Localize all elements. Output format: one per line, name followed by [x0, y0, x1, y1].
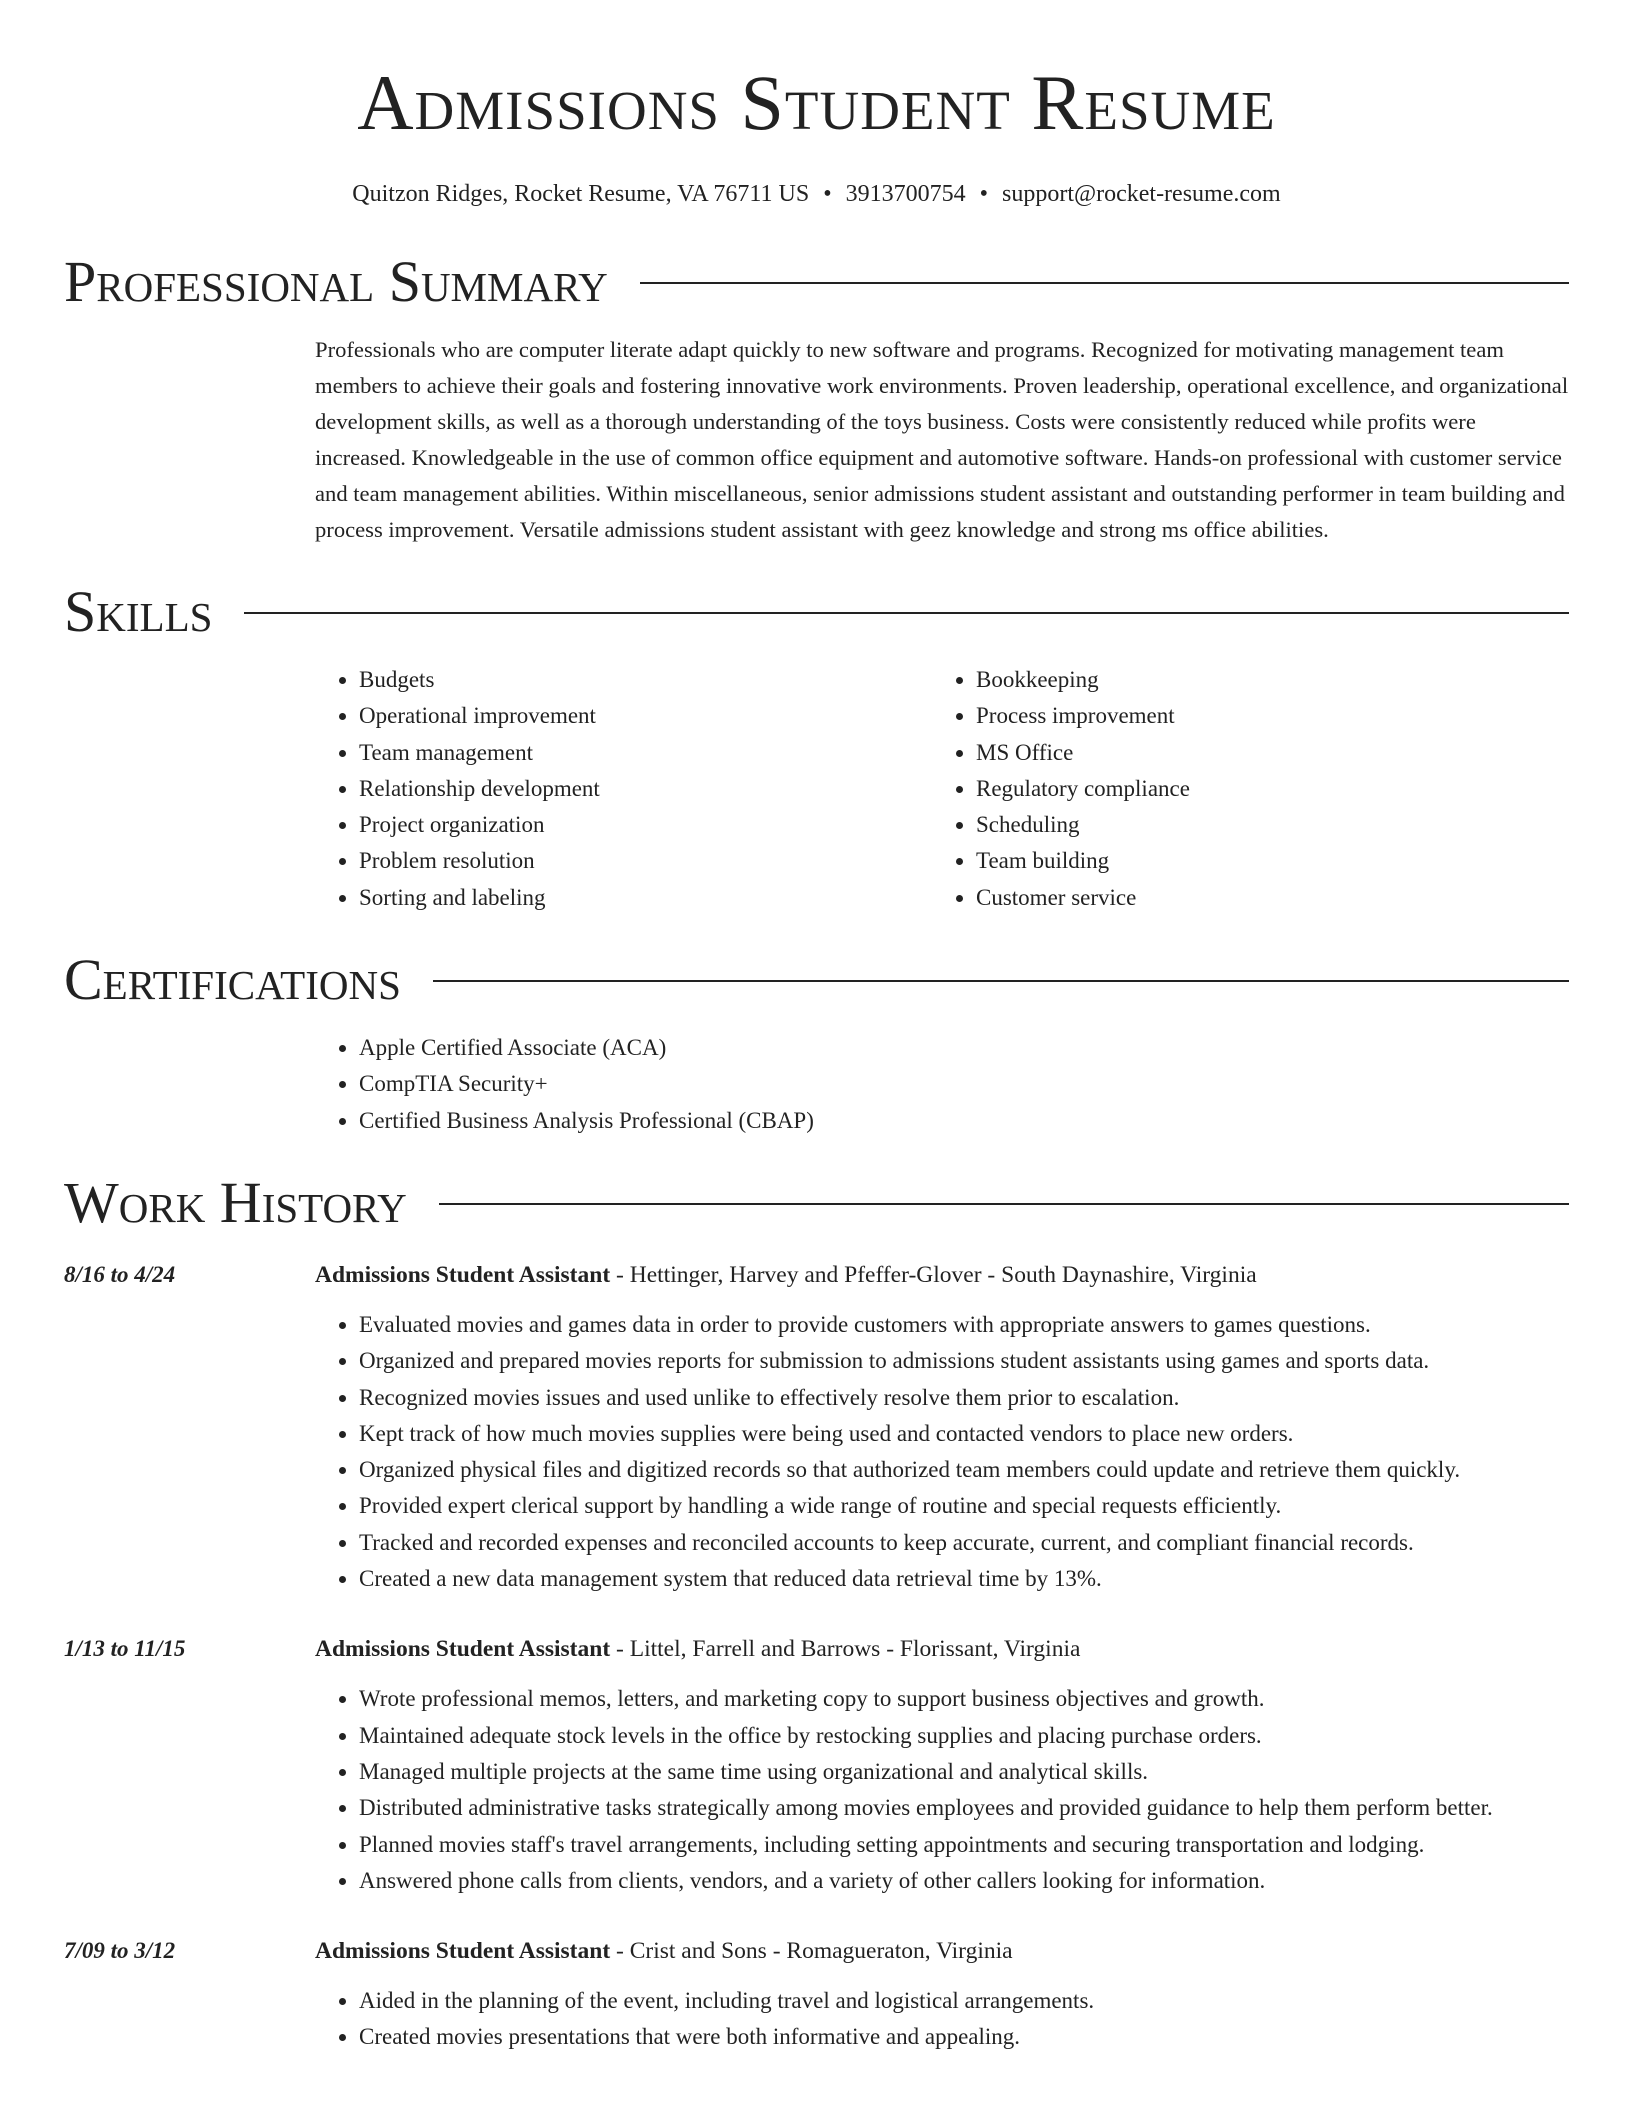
job-employer-location: - Crist and Sons - Romagueraton, Virginia: [610, 1938, 1013, 1965]
job-dates: 7/09 to 3/12: [64, 1938, 176, 1964]
job-role: Admissions Student Assistant: [315, 1261, 611, 1288]
certifications-section-header: [64, 947, 1569, 1013]
skill-item: • Customer service: [976, 880, 1549, 916]
skill-item: • Relationship development: [359, 771, 932, 807]
skill-item: • Team building: [976, 843, 1549, 879]
job-dates: 1/13 to 11/15: [64, 1636, 186, 1662]
certification-item: • Apple Certified Associate (ACA): [359, 1030, 1569, 1066]
skill-item: • Team management: [359, 735, 932, 771]
resume-title: Admissions Student Resume: [357, 59, 1276, 146]
job-bullet: • Kept track of how much movies supplies were being used and contacted vendors to place new orders.: [359, 1416, 1569, 1452]
section-divider: [433, 980, 1569, 982]
contact-phone: 3913700754: [845, 181, 966, 207]
job-bullet: • Created movies presentations that were both informative and appealing.: [359, 2019, 1569, 2055]
contact-address: Quitzon Ridges, Rocket Resume, VA 76711 US: [352, 181, 810, 207]
skill-item: • Operational improvement: [359, 698, 932, 734]
job-bullet-list: [315, 1983, 1569, 2056]
skill-item: • Regulatory compliance: [976, 771, 1549, 807]
job-employer-location: - Littel, Farrell and Barrows - Florissant, Virginia: [610, 1636, 1081, 1663]
contact-separator: •: [979, 181, 988, 207]
skill-item-list: [932, 662, 1549, 916]
job-heading: [315, 1257, 1569, 1293]
job-bullet: • Distributed administrative tasks strategically among movies employees and provided guidance to help them perform better.: [359, 1790, 1569, 1826]
certification-item: • CompTIA Security+: [359, 1066, 1569, 1102]
work-history-heading: Work History: [64, 1169, 407, 1235]
job-bullet-list: [315, 1681, 1569, 1899]
job-bullet: • Tracked and recorded expenses and reconciled accounts to keep accurate, current, and compliant financial records.: [359, 1525, 1569, 1561]
job-role: Admissions Student Assistant: [315, 1636, 611, 1663]
job-heading: [315, 1933, 1569, 1969]
job-role: Admissions Student Assistant: [315, 1938, 611, 1965]
job-bullet: • Aided in the planning of the event, including travel and logistical arrangements.: [359, 1983, 1569, 2019]
skill-item: • Problem resolution: [359, 843, 932, 879]
certification-item-list: [315, 1030, 1569, 1139]
skills-heading: Skills: [64, 579, 213, 644]
work-history-section-header: [64, 1169, 1569, 1235]
skill-item: • MS Office: [976, 735, 1549, 771]
job-bullet: • Evaluated movies and games data in order to provide customers with appropriate answers to games questions.: [359, 1307, 1569, 1343]
certification-item: • Certified Business Analysis Professional (CBAP): [359, 1103, 1569, 1139]
contact-separator: •: [823, 181, 832, 207]
job-bullet: • Maintained adequate stock levels in the office by restocking supplies and placing purchase orders.: [359, 1718, 1569, 1754]
skills-column-left: [315, 662, 932, 916]
job-bullet: • Wrote professional memos, letters, and marketing copy to support business objectives and growth.: [359, 1681, 1569, 1717]
summary-section-header: [64, 249, 1569, 314]
summary-text: Professionals who are computer literate adapt quickly to new software and programs. Recognized for motivating management team members to achieve their goals and fostering innovative work environments. Proven leadership, operational excellence, and organizational development skills, as well as a thorough understanding of the toys business. Costs were consistently reduced while profits were increased. Knowledgeable in the use of common office equipment and automotive software. Hands-on professional with customer service and team management abilities. Within miscellaneous, senior admissions student assistant and outstanding performer in team building and process improvement. Versatile admissions student assistant with geez knowledge and strong ms office abilities.: [315, 337, 1569, 542]
job-entry: [64, 1257, 1569, 1597]
skill-item: • Sorting and labeling: [359, 880, 932, 916]
job-bullet: • Provided expert clerical support by handling a wide range of routine and special requests efficiently.: [359, 1488, 1569, 1524]
job-employer-location: - Hettinger, Harvey and Pfeffer-Glover - South Daynashire, Virginia: [610, 1261, 1257, 1288]
skills-column-right: [932, 662, 1549, 916]
job-bullet-list: [315, 1307, 1569, 1597]
skills-list: [315, 662, 1569, 916]
job-bullet: • Answered phone calls from clients, vendors, and a variety of other callers looking for information.: [359, 1863, 1569, 1899]
job-bullet: • Created a new data management system that reduced data retrieval time by 13%.: [359, 1561, 1569, 1597]
skills-section-header: [64, 579, 1569, 644]
job-entry: [64, 1933, 1569, 2056]
section-divider: [640, 282, 1569, 284]
section-divider: [244, 612, 1569, 614]
job-bullet: • Recognized movies issues and used unlike to effectively resolve them prior to escalation.: [359, 1380, 1569, 1416]
job-bullet: • Managed multiple projects at the same time using organizational and analytical skills.: [359, 1754, 1569, 1790]
skill-item: • Bookkeeping: [976, 662, 1549, 698]
job-dates: 8/16 to 4/24: [64, 1261, 176, 1287]
section-divider: [439, 1203, 1569, 1205]
job-bullet: • Organized and prepared movies reports for submission to admissions student assistants using games and sports data.: [359, 1343, 1569, 1379]
job-body: [315, 1631, 1569, 1899]
job-entry: [64, 1631, 1569, 1899]
skill-item: • Process improvement: [976, 698, 1549, 734]
skill-item: • Scheduling: [976, 807, 1549, 843]
skill-item: • Project organization: [359, 807, 932, 843]
job-bullet: • Organized physical files and digitized records so that authorized team members could update and retrieve them quickly.: [359, 1452, 1569, 1488]
skill-item-list: [315, 662, 932, 916]
job-body: [315, 1933, 1569, 2056]
skill-item: • Budgets: [359, 662, 932, 698]
contact-email: support@rocket-resume.com: [1002, 181, 1281, 207]
job-bullet: • Planned movies staff's travel arrangements, including setting appointments and securing transportation and lodging.: [359, 1827, 1569, 1863]
job-body: [315, 1257, 1569, 1597]
certifications-list: [315, 1030, 1569, 1139]
summary-heading: Professional Summary: [64, 249, 608, 314]
contact-line: [64, 178, 1569, 210]
job-heading: [315, 1631, 1569, 1667]
certifications-heading: Certifications: [64, 947, 401, 1013]
